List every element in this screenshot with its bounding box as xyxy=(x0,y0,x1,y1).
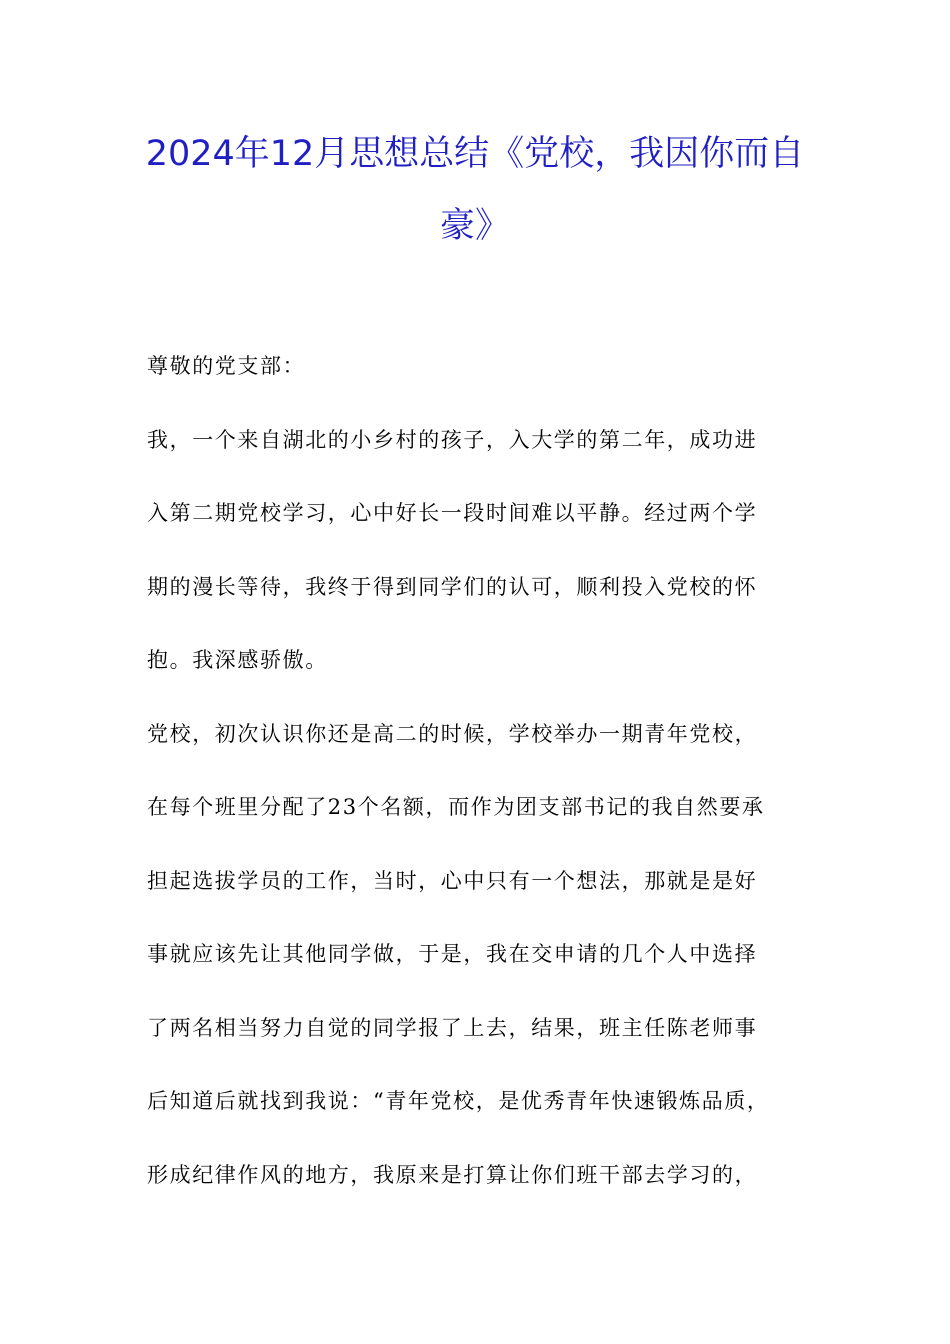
paragraph-2-line: 形成纪律作风的地方，我原来是打算让你们班干部去学习的， xyxy=(147,1162,758,1187)
paragraph-1-line: 我，一个来自湖北的小乡村的孩子，入大学的第二年，成功进 xyxy=(147,427,758,452)
title-line-1: 2024年12月思想总结《党校，我因你而自 xyxy=(145,134,805,174)
paragraph-1-line: 抱。我深感骄傲。 xyxy=(147,648,328,672)
paragraph-1-line: 期的漫长等待，我终于得到同学们的认可，顺利投入党校的怀 xyxy=(147,574,758,599)
paragraph-2-line: 担起选拔学员的工作，当时，心中只有一个想法，那就是是好 xyxy=(147,868,758,893)
paragraph-2-line: 在每个班里分配了23个名额，而作为团支部书记的我自然要承 xyxy=(147,795,765,819)
paragraph-1-line: 入第二期党校学习，心中好长一段时间难以平静。经过两个学 xyxy=(147,501,758,525)
title-line-2: 豪》 xyxy=(439,206,510,246)
paragraph-2-line: 了两名相当努力自觉的同学报了上去，结果，班主任陈老师事 xyxy=(147,1015,758,1040)
paragraph-2-line: 事就应该先让其他同学做，于是，我在交申请的几个人中选择 xyxy=(147,942,758,966)
paragraph-2-line: 党校，初次认识你还是高二的时候，学校举办一期青年党校， xyxy=(147,721,758,746)
salutation: 尊敬的党支部： xyxy=(147,354,306,378)
document-body xyxy=(147,330,827,1212)
paragraph-2-line: 后知道后就找到我说：“青年党校，是优秀青年快速锻炼品质， xyxy=(147,1089,770,1113)
document-title xyxy=(120,118,830,262)
